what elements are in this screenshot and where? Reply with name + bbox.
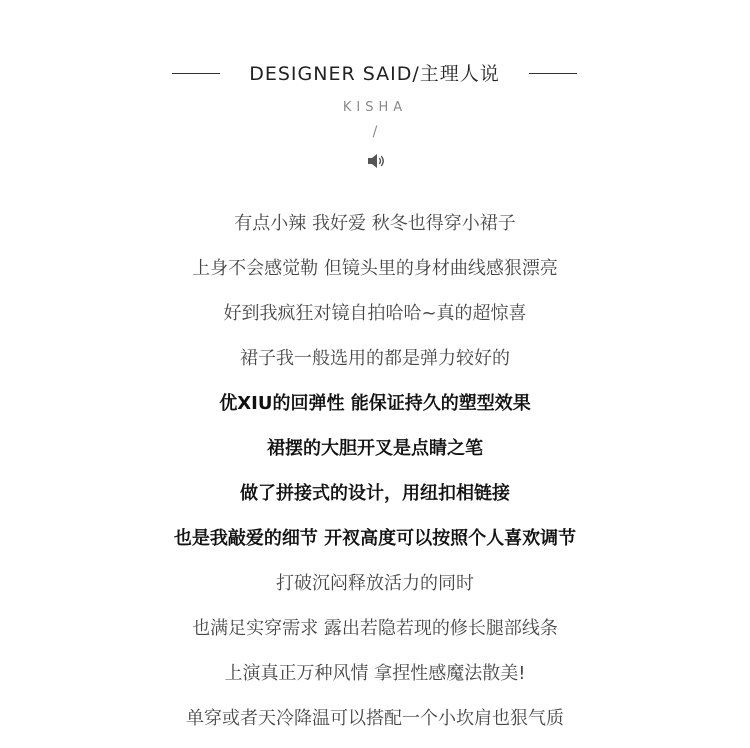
statement-line: 上身不会感觉勒 但镜头里的身材曲线感狠漂亮	[192, 258, 558, 279]
statement-line: 好到我疯狂对镜自拍哈哈~真的超惊喜	[223, 303, 527, 324]
statement-line: 上演真正万种风情 拿捏性感魔法散美!	[224, 663, 526, 684]
statement-line: 也满足实穿需求 露出若隐若现的修长腿部线条	[192, 618, 558, 639]
speaker-icon[interactable]	[365, 150, 387, 172]
statement-line: 也是我敲爱的细节 开衩高度可以按照个人喜欢调节	[173, 528, 577, 549]
statement-line: 优XIU的回弹性 能保证持久的塑型效果	[219, 393, 531, 414]
designer-name: KISHA	[342, 100, 408, 115]
statement-line: 有点小辣 我好爱 秋冬也得穿小裙子	[234, 213, 516, 234]
header-rule-left	[172, 73, 220, 74]
designer-statement	[0, 201, 750, 741]
section-title: DESIGNER SAID/主理人说	[249, 63, 500, 85]
statement-line: 单穿或者天冷降温可以搭配一个小坎肩也狠气质	[186, 708, 564, 729]
section-header	[0, 58, 750, 90]
header-rule-right	[529, 73, 577, 74]
statement-line: 打破沉闷释放活力的同时	[276, 573, 474, 594]
statement-line: 裙子我一般选用的都是弹力较好的	[240, 348, 510, 369]
statement-line: 做了拼接式的设计，用纽扣相链接	[240, 483, 510, 504]
statement-line: 裙摆的大胆开叉是点睛之笔	[267, 438, 483, 459]
divider-slash: /	[372, 124, 378, 140]
